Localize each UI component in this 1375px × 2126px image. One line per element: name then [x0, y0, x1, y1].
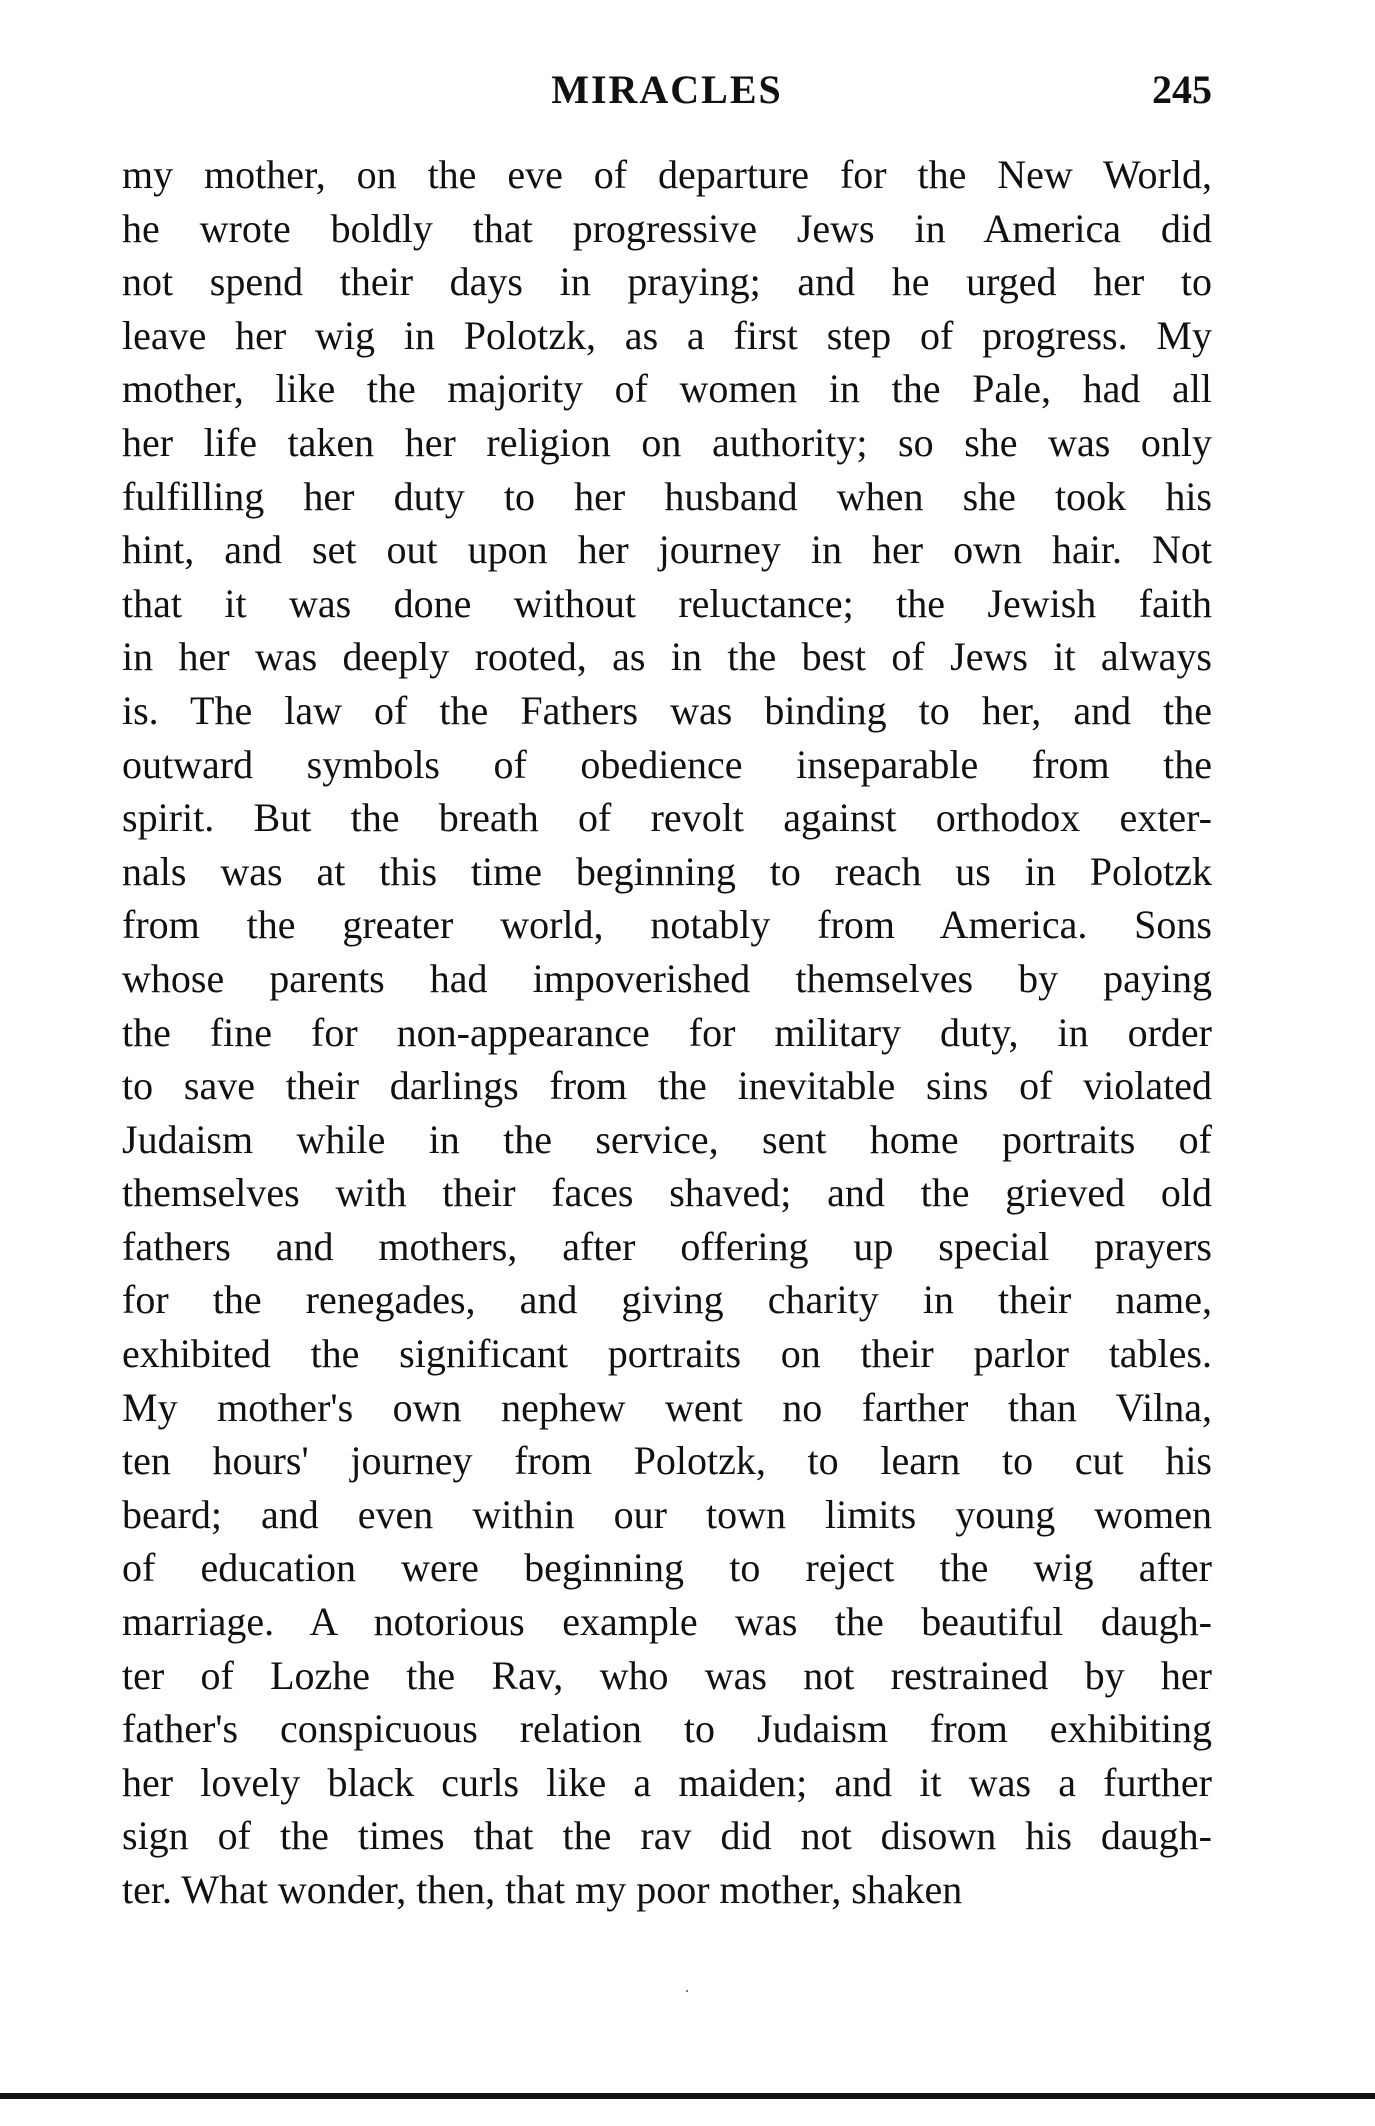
page-number: 245	[1152, 67, 1212, 112]
text-line: ter of Lozhe the Rav, who was not restrained by her	[122, 1652, 1212, 1698]
text-line: ter. What wonder, then, that my poor mother, shaken	[122, 1867, 963, 1912]
text-line: her life taken her religion on authority; so she was only	[122, 419, 1212, 465]
scan-speck	[686, 1990, 688, 1992]
text-line: marriage. A notorious example was the beautiful daugh-	[122, 1599, 1212, 1645]
text-line: is. The law of the Fathers was binding to her, and the	[122, 687, 1212, 733]
text-line: outward symbols of obedience inseparable from the	[122, 741, 1212, 787]
running-head	[122, 62, 1212, 118]
text-line: fathers and mothers, after offering up special prayers	[122, 1223, 1212, 1269]
text-line: sign of the times that the rav did not disown his daugh-	[122, 1813, 1212, 1859]
text-line: fulfilling her duty to her husband when she took his	[122, 473, 1212, 519]
text-line: hint, and set out upon her journey in her own hair. Not	[122, 527, 1212, 573]
text-line: exhibited the significant portraits on their parlor tables.	[122, 1331, 1212, 1377]
text-line: whose parents had impoverished themselves by paying	[122, 955, 1212, 1001]
text-line: he wrote boldly that progressive Jews in America did	[122, 205, 1212, 251]
text-line: leave her wig in Polotzk, as a first step of progress. My	[122, 312, 1212, 358]
text-line: her lovely black curls like a maiden; and it was a further	[122, 1759, 1212, 1805]
text-line: of education were beginning to reject the wig after	[122, 1545, 1212, 1591]
text-line: beard; and even within our town limits young women	[122, 1491, 1212, 1537]
text-line: to save their darlings from the inevitable sins of violated	[122, 1063, 1212, 1109]
text-line: themselves with their faces shaved; and the grieved old	[122, 1170, 1212, 1216]
text-line: Judaism while in the service, sent home portraits of	[122, 1116, 1212, 1162]
text-line: My mother's own nephew went no farther than Vilna,	[122, 1384, 1212, 1430]
text-line: mother, like the majority of women in the Pale, had all	[122, 366, 1212, 412]
bottom-rule	[0, 2093, 1375, 2099]
text-line: for the renegades, and giving charity in their name,	[122, 1277, 1212, 1323]
text-line: that it was done without reluctance; the Jewish faith	[122, 580, 1212, 626]
text-line: father's conspicuous relation to Judaism from exhibiting	[122, 1706, 1212, 1752]
text-line: ten hours' journey from Polotzk, to learn to cut his	[122, 1438, 1212, 1484]
body-text	[122, 148, 1212, 1917]
text-line: the fine for non-appearance for military duty, in order	[122, 1009, 1212, 1055]
text-line: from the greater world, notably from America. Sons	[122, 902, 1212, 948]
text-line: nals was at this time beginning to reach us in Polotzk	[122, 848, 1212, 894]
text-line: in her was deeply rooted, as in the best of Jews it always	[122, 634, 1212, 680]
text-line: my mother, on the eve of departure for the New World,	[122, 152, 1212, 197]
text-line: not spend their days in praying; and he urged her to	[122, 259, 1212, 305]
text-line: spirit. But the breath of revolt against orthodox exter-	[122, 795, 1212, 841]
chapter-title: MIRACLES	[551, 67, 783, 112]
